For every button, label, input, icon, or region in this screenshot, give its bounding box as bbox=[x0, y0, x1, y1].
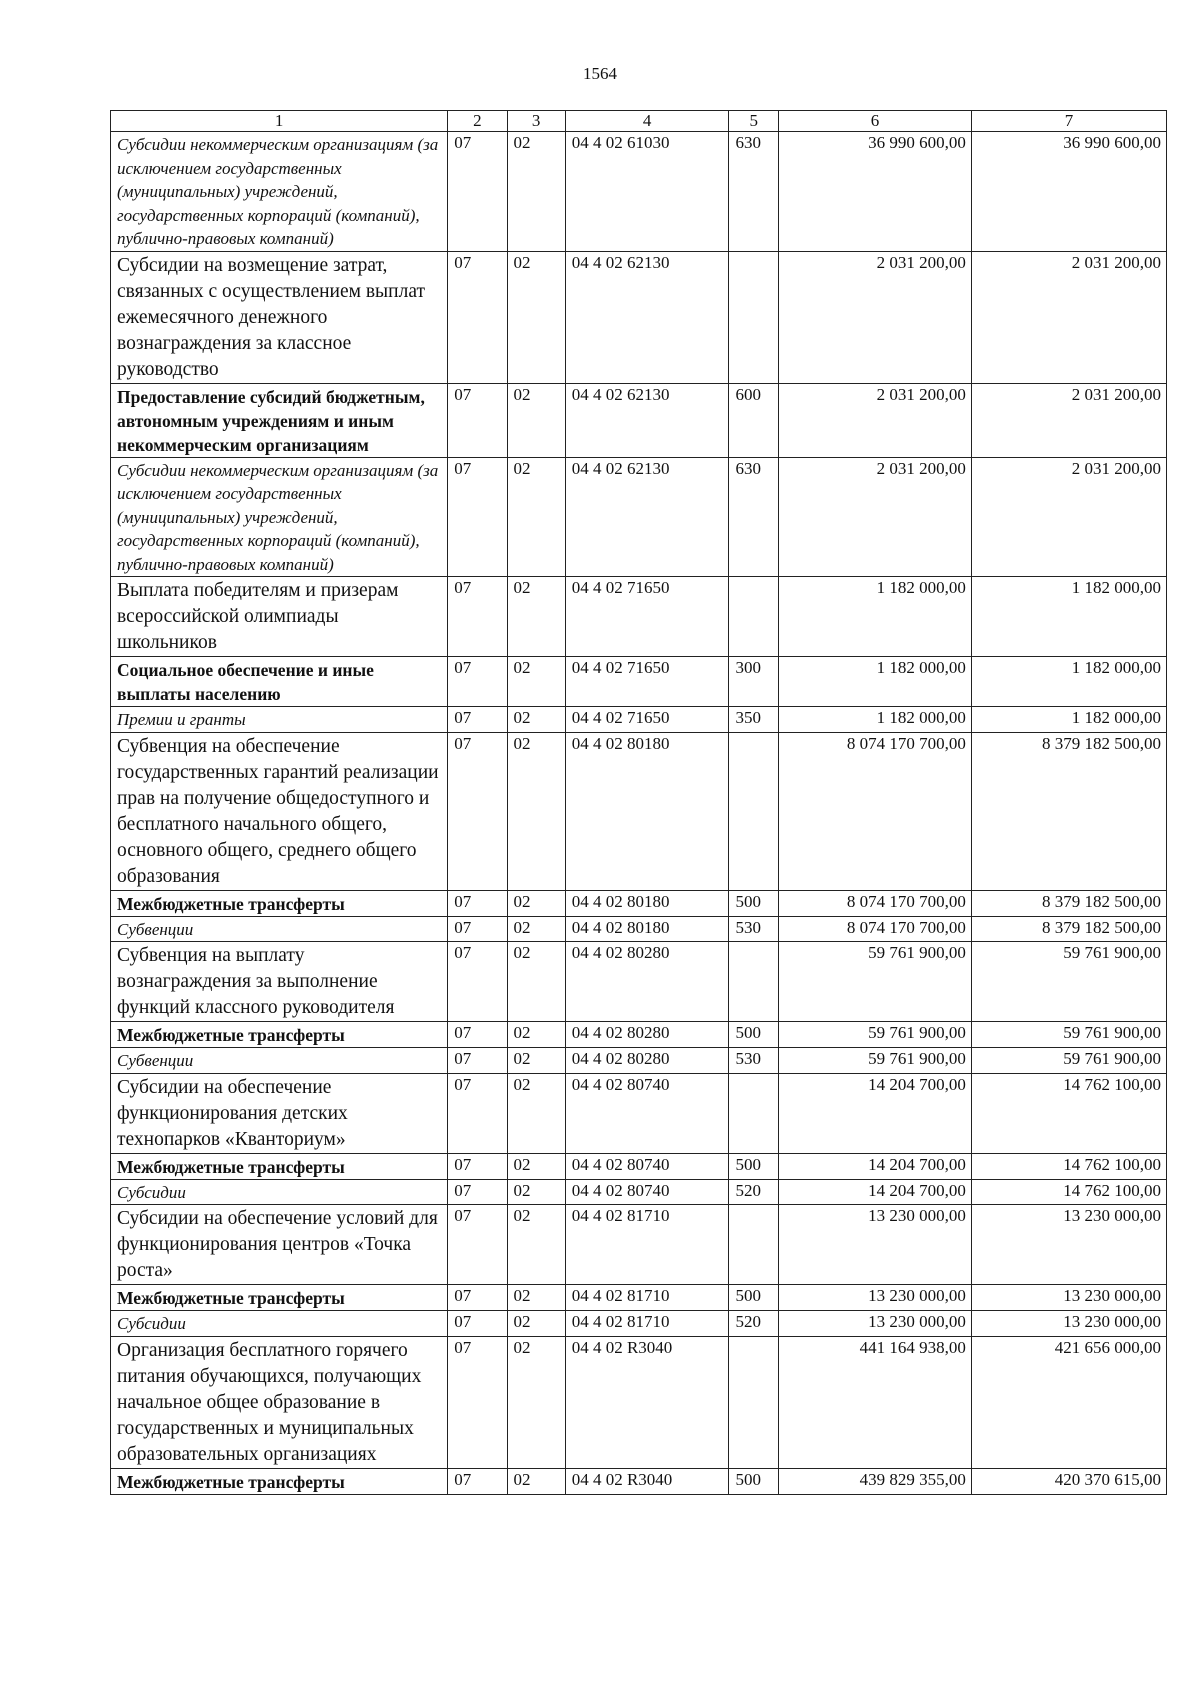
subsection-code-cell: 02 bbox=[507, 657, 565, 707]
table-row bbox=[111, 1336, 1167, 1468]
expense-type-cell bbox=[729, 577, 779, 657]
column-header: 1 bbox=[111, 111, 448, 132]
row-name-cell: Межбюджетные трансферты bbox=[111, 1022, 448, 1048]
amount-year2-cell: 13 230 000,00 bbox=[971, 1205, 1166, 1285]
table-row bbox=[111, 577, 1167, 657]
row-name-cell: Межбюджетные трансферты bbox=[111, 1468, 448, 1494]
amount-year2-cell: 8 379 182 500,00 bbox=[971, 916, 1166, 942]
table-row bbox=[111, 916, 1167, 942]
expense-type-cell bbox=[729, 1073, 779, 1153]
table-row bbox=[111, 1073, 1167, 1153]
section-code-cell: 07 bbox=[448, 1285, 507, 1311]
row-name-cell: Субвенция на выплату вознаграждения за выполнение функций классного руководителя bbox=[111, 942, 448, 1022]
row-name-cell: Премии и гранты bbox=[111, 707, 448, 733]
row-name-cell: Субсидии на обеспечение условий для функционирования центров «Точка роста» bbox=[111, 1205, 448, 1285]
target-article-cell: 04 4 02 80280 bbox=[565, 1048, 729, 1074]
table-row bbox=[111, 132, 1167, 252]
section-code-cell: 07 bbox=[448, 1153, 507, 1179]
column-header: 5 bbox=[729, 111, 779, 132]
expense-type-cell: 500 bbox=[729, 1285, 779, 1311]
amount-year1-cell: 8 074 170 700,00 bbox=[779, 732, 972, 890]
target-article-cell: 04 4 02 80280 bbox=[565, 942, 729, 1022]
subsection-code-cell: 02 bbox=[507, 383, 565, 457]
target-article-cell: 04 4 02 71650 bbox=[565, 707, 729, 733]
amount-year1-cell: 13 230 000,00 bbox=[779, 1205, 972, 1285]
target-article-cell: 04 4 02 71650 bbox=[565, 577, 729, 657]
row-name-cell: Субсидии некоммерческим организациям (за исключением государственных (муниципальных) учреждений, государственных корпораций (компаний), публично-правовых компаний) bbox=[111, 132, 448, 252]
amount-year1-cell: 439 829 355,00 bbox=[779, 1468, 972, 1494]
section-code-cell: 07 bbox=[448, 732, 507, 890]
section-code-cell: 07 bbox=[448, 132, 507, 252]
expense-type-cell: 520 bbox=[729, 1311, 779, 1337]
target-article-cell: 04 4 02 R3040 bbox=[565, 1468, 729, 1494]
column-header: 7 bbox=[971, 111, 1166, 132]
subsection-code-cell: 02 bbox=[507, 916, 565, 942]
amount-year1-cell: 2 031 200,00 bbox=[779, 457, 972, 577]
expense-type-cell: 500 bbox=[729, 1022, 779, 1048]
expense-type-cell: 300 bbox=[729, 657, 779, 707]
section-code-cell: 07 bbox=[448, 1311, 507, 1337]
section-code-cell: 07 bbox=[448, 1336, 507, 1468]
table-row bbox=[111, 251, 1167, 383]
subsection-code-cell: 02 bbox=[507, 732, 565, 890]
table-row bbox=[111, 1153, 1167, 1179]
target-article-cell: 04 4 02 80740 bbox=[565, 1153, 729, 1179]
subsection-code-cell: 02 bbox=[507, 1153, 565, 1179]
amount-year1-cell: 14 204 700,00 bbox=[779, 1153, 972, 1179]
section-code-cell: 07 bbox=[448, 657, 507, 707]
section-code-cell: 07 bbox=[448, 916, 507, 942]
section-code-cell: 07 bbox=[448, 1205, 507, 1285]
amount-year2-cell: 13 230 000,00 bbox=[971, 1285, 1166, 1311]
table-row bbox=[111, 732, 1167, 890]
subsection-code-cell: 02 bbox=[507, 251, 565, 383]
table-row bbox=[111, 890, 1167, 916]
expense-type-cell: 630 bbox=[729, 457, 779, 577]
expense-type-cell bbox=[729, 1205, 779, 1285]
table-row bbox=[111, 1205, 1167, 1285]
amount-year1-cell: 13 230 000,00 bbox=[779, 1311, 972, 1337]
table-row bbox=[111, 1311, 1167, 1337]
header-row bbox=[111, 111, 1167, 132]
target-article-cell: 04 4 02 80740 bbox=[565, 1179, 729, 1205]
amount-year1-cell: 59 761 900,00 bbox=[779, 942, 972, 1022]
section-code-cell: 07 bbox=[448, 1048, 507, 1074]
amount-year2-cell: 421 656 000,00 bbox=[971, 1336, 1166, 1468]
row-name-cell: Субвенция на обеспечение государственных гарантий реализации прав на получение общедоступного и бесплатного начального общего, основного общего, среднего общего образования bbox=[111, 732, 448, 890]
expense-type-cell: 500 bbox=[729, 1468, 779, 1494]
amount-year2-cell: 2 031 200,00 bbox=[971, 251, 1166, 383]
amount-year1-cell: 1 182 000,00 bbox=[779, 577, 972, 657]
section-code-cell: 07 bbox=[448, 707, 507, 733]
amount-year2-cell: 2 031 200,00 bbox=[971, 383, 1166, 457]
expense-type-cell: 530 bbox=[729, 916, 779, 942]
section-code-cell: 07 bbox=[448, 1179, 507, 1205]
table-row bbox=[111, 1179, 1167, 1205]
expense-type-cell: 530 bbox=[729, 1048, 779, 1074]
expense-type-cell bbox=[729, 942, 779, 1022]
expense-type-cell: 500 bbox=[729, 1153, 779, 1179]
column-header: 6 bbox=[779, 111, 972, 132]
subsection-code-cell: 02 bbox=[507, 132, 565, 252]
subsection-code-cell: 02 bbox=[507, 707, 565, 733]
target-article-cell: 04 4 02 80740 bbox=[565, 1073, 729, 1153]
subsection-code-cell: 02 bbox=[507, 1048, 565, 1074]
table-row bbox=[111, 383, 1167, 457]
subsection-code-cell: 02 bbox=[507, 1336, 565, 1468]
target-article-cell: 04 4 02 80180 bbox=[565, 916, 729, 942]
amount-year2-cell: 420 370 615,00 bbox=[971, 1468, 1166, 1494]
table-row bbox=[111, 657, 1167, 707]
amount-year2-cell: 14 762 100,00 bbox=[971, 1179, 1166, 1205]
amount-year1-cell: 59 761 900,00 bbox=[779, 1022, 972, 1048]
amount-year1-cell: 2 031 200,00 bbox=[779, 383, 972, 457]
expense-type-cell: 630 bbox=[729, 132, 779, 252]
subsection-code-cell: 02 bbox=[507, 1073, 565, 1153]
row-name-cell: Субсидии bbox=[111, 1179, 448, 1205]
table-row bbox=[111, 1022, 1167, 1048]
expense-type-cell: 350 bbox=[729, 707, 779, 733]
amount-year2-cell: 1 182 000,00 bbox=[971, 657, 1166, 707]
subsection-code-cell: 02 bbox=[507, 942, 565, 1022]
amount-year2-cell: 1 182 000,00 bbox=[971, 707, 1166, 733]
amount-year2-cell: 36 990 600,00 bbox=[971, 132, 1166, 252]
subsection-code-cell: 02 bbox=[507, 890, 565, 916]
target-article-cell: 04 4 02 81710 bbox=[565, 1205, 729, 1285]
expense-type-cell bbox=[729, 1336, 779, 1468]
table-row bbox=[111, 1285, 1167, 1311]
target-article-cell: 04 4 02 80280 bbox=[565, 1022, 729, 1048]
amount-year1-cell: 14 204 700,00 bbox=[779, 1073, 972, 1153]
amount-year1-cell: 14 204 700,00 bbox=[779, 1179, 972, 1205]
target-article-cell: 04 4 02 81710 bbox=[565, 1285, 729, 1311]
amount-year1-cell: 2 031 200,00 bbox=[779, 251, 972, 383]
amount-year1-cell: 1 182 000,00 bbox=[779, 707, 972, 733]
row-name-cell: Субвенции bbox=[111, 1048, 448, 1074]
subsection-code-cell: 02 bbox=[507, 1468, 565, 1494]
table-row bbox=[111, 1468, 1167, 1494]
amount-year1-cell: 441 164 938,00 bbox=[779, 1336, 972, 1468]
section-code-cell: 07 bbox=[448, 1073, 507, 1153]
table-body bbox=[111, 111, 1167, 1495]
subsection-code-cell: 02 bbox=[507, 457, 565, 577]
section-code-cell: 07 bbox=[448, 251, 507, 383]
amount-year2-cell: 14 762 100,00 bbox=[971, 1073, 1166, 1153]
expense-type-cell bbox=[729, 732, 779, 890]
amount-year2-cell: 14 762 100,00 bbox=[971, 1153, 1166, 1179]
section-code-cell: 07 bbox=[448, 457, 507, 577]
target-article-cell: 04 4 02 80180 bbox=[565, 732, 729, 890]
target-article-cell: 04 4 02 71650 bbox=[565, 657, 729, 707]
row-name-cell: Субвенции bbox=[111, 916, 448, 942]
amount-year1-cell: 59 761 900,00 bbox=[779, 1048, 972, 1074]
row-name-cell: Межбюджетные трансферты bbox=[111, 1285, 448, 1311]
section-code-cell: 07 bbox=[448, 577, 507, 657]
table-row bbox=[111, 707, 1167, 733]
table-row bbox=[111, 942, 1167, 1022]
expense-type-cell bbox=[729, 251, 779, 383]
amount-year2-cell: 13 230 000,00 bbox=[971, 1311, 1166, 1337]
page-number: 1564 bbox=[583, 64, 617, 83]
target-article-cell: 04 4 02 62130 bbox=[565, 383, 729, 457]
budget-table bbox=[110, 110, 1167, 1495]
section-code-cell: 07 bbox=[448, 1022, 507, 1048]
amount-year2-cell: 8 379 182 500,00 bbox=[971, 890, 1166, 916]
section-code-cell: 07 bbox=[448, 383, 507, 457]
table-row bbox=[111, 1048, 1167, 1074]
row-name-cell: Субсидии на обеспечение функционирования детских технопарков «Кванториум» bbox=[111, 1073, 448, 1153]
row-name-cell: Субсидии некоммерческим организациям (за исключением государственных (муниципальных) учреждений, государственных корпораций (компаний), публично-правовых компаний) bbox=[111, 457, 448, 577]
amount-year2-cell: 59 761 900,00 bbox=[971, 942, 1166, 1022]
row-name-cell: Предоставление субсидий бюджетным, автономным учреждениям и иным некоммерческим организациям bbox=[111, 383, 448, 457]
target-article-cell: 04 4 02 62130 bbox=[565, 251, 729, 383]
amount-year2-cell: 8 379 182 500,00 bbox=[971, 732, 1166, 890]
row-name-cell: Социальное обеспечение и иные выплаты населению bbox=[111, 657, 448, 707]
subsection-code-cell: 02 bbox=[507, 1285, 565, 1311]
column-header: 4 bbox=[565, 111, 729, 132]
section-code-cell: 07 bbox=[448, 942, 507, 1022]
expense-type-cell: 600 bbox=[729, 383, 779, 457]
amount-year1-cell: 1 182 000,00 bbox=[779, 657, 972, 707]
section-code-cell: 07 bbox=[448, 1468, 507, 1494]
column-header: 3 bbox=[507, 111, 565, 132]
table-row bbox=[111, 457, 1167, 577]
amount-year1-cell: 8 074 170 700,00 bbox=[779, 890, 972, 916]
row-name-cell: Субсидии на возмещение затрат, связанных с осуществлением выплат ежемесячного денежного вознаграждения за классное руководство bbox=[111, 251, 448, 383]
target-article-cell: 04 4 02 R3040 bbox=[565, 1336, 729, 1468]
amount-year1-cell: 8 074 170 700,00 bbox=[779, 916, 972, 942]
row-name-cell: Межбюджетные трансферты bbox=[111, 1153, 448, 1179]
section-code-cell: 07 bbox=[448, 890, 507, 916]
target-article-cell: 04 4 02 61030 bbox=[565, 132, 729, 252]
subsection-code-cell: 02 bbox=[507, 577, 565, 657]
column-header: 2 bbox=[448, 111, 507, 132]
expense-type-cell: 520 bbox=[729, 1179, 779, 1205]
amount-year2-cell: 1 182 000,00 bbox=[971, 577, 1166, 657]
subsection-code-cell: 02 bbox=[507, 1179, 565, 1205]
expense-type-cell: 500 bbox=[729, 890, 779, 916]
row-name-cell: Межбюджетные трансферты bbox=[111, 890, 448, 916]
amount-year1-cell: 13 230 000,00 bbox=[779, 1285, 972, 1311]
target-article-cell: 04 4 02 62130 bbox=[565, 457, 729, 577]
row-name-cell: Организация бесплатного горячего питания обучающихся, получающих начальное общее образование в государственных и муниципальных образовательных организациях bbox=[111, 1336, 448, 1468]
subsection-code-cell: 02 bbox=[507, 1205, 565, 1285]
row-name-cell: Субсидии bbox=[111, 1311, 448, 1337]
target-article-cell: 04 4 02 80180 bbox=[565, 890, 729, 916]
amount-year2-cell: 2 031 200,00 bbox=[971, 457, 1166, 577]
row-name-cell: Выплата победителям и призерам всероссийской олимпиады школьников bbox=[111, 577, 448, 657]
amount-year1-cell: 36 990 600,00 bbox=[779, 132, 972, 252]
amount-year2-cell: 59 761 900,00 bbox=[971, 1022, 1166, 1048]
subsection-code-cell: 02 bbox=[507, 1022, 565, 1048]
amount-year2-cell: 59 761 900,00 bbox=[971, 1048, 1166, 1074]
target-article-cell: 04 4 02 81710 bbox=[565, 1311, 729, 1337]
subsection-code-cell: 02 bbox=[507, 1311, 565, 1337]
